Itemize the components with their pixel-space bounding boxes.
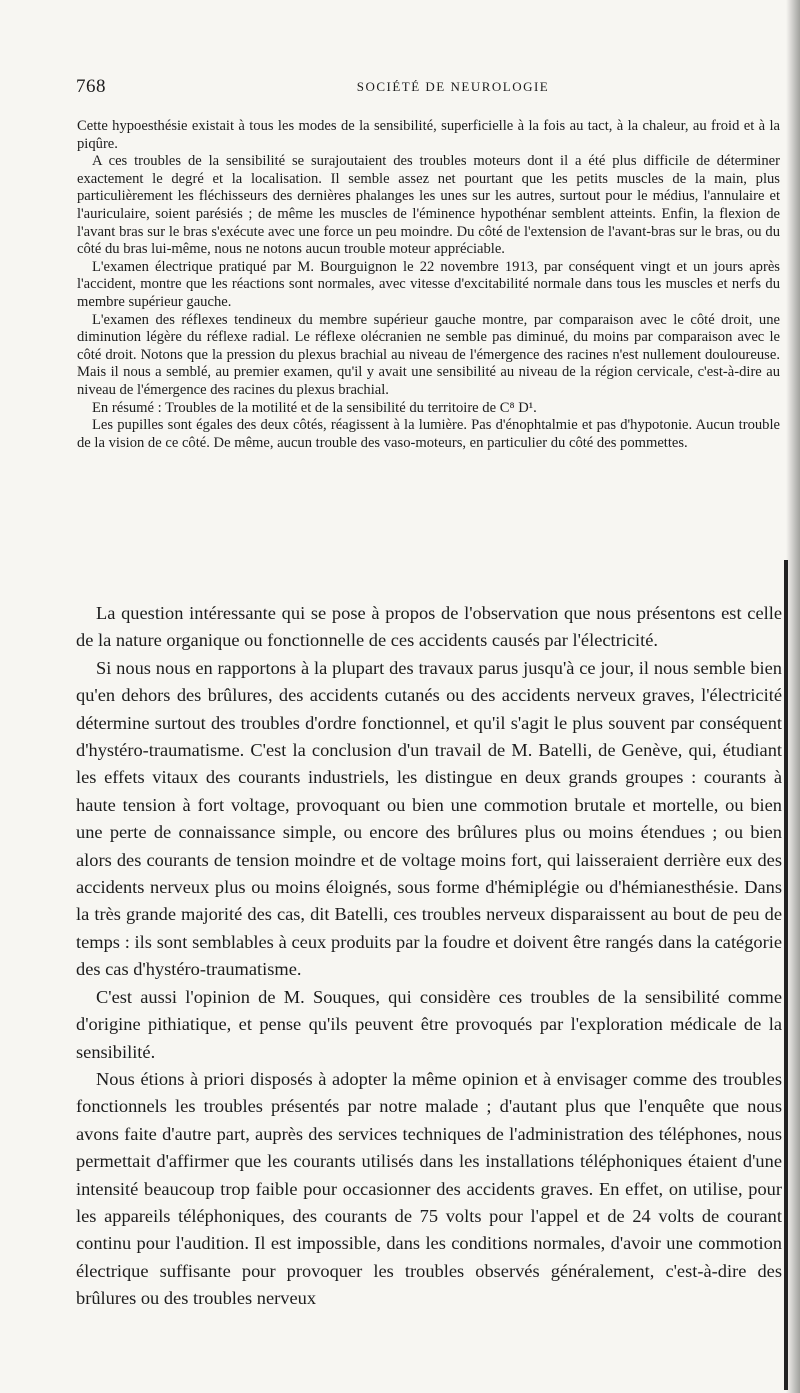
page-edge-shadow [786,0,800,1393]
paragraph: Nous étions à priori disposés à adopter la même opinion et à envisager comme des troubles fonctionnels les troubles présentés par notre malade ; d'autant plus que l'enquête que nous avons faite d'autre part, auprès des services techniques de l'administration des téléphones, nous permettait d'affirmer que les courants utilisés dans les installations téléphoniques étaient d'une intensité beaucoup trop faible pour occasionner des accidents graves. En effet, on utilise, pour les appareils téléphoniques, des courants de 75 volts pour l'appel et de 24 volts de courant continu pour l'audition. Il est impossible, dans les conditions normales, d'avoir une commotion électrique suffisante pour provoquer les troubles observés généralement, c'est-à-dire des brûlures ou des troubles nerveux [76,1068,782,1309]
binding-edge [784,560,788,1390]
paragraph: Cette hypoesthésie existait à tous les modes de la sensibilité, superficielle à la fois au tact, à la chaleur, au froid et à la piqûre. [77,118,780,152]
paragraph: C'est aussi l'opinion de M. Souques, qui considère ces troubles de la sensibilité comme d'origine pithiatique, et pense qu'ils peuvent être provoqués par l'exploration médicale de la sensibilité. [76,986,782,1062]
paragraph: L'examen électrique pratiqué par M. Bourguignon le 22 novembre 1913, par conséquent vingt et un jours après l'accident, montre que les réactions sont normales, avec vitesse d'excitabilité normale dans tous les muscles et nerfs du membre supérieur gauche. [77,258,780,310]
page-number: 768 [76,76,106,97]
paragraph: Les pupilles sont égales des deux côtés, réagissent à la lumière. Pas d'énophtalmie et pas d'hypotonie. Aucun trouble de la vision de ce côté. De même, aucun trouble des vaso-moteurs, en particulier du côté des pommettes. [77,417,780,451]
paragraph: La question intéressante qui se pose à propos de l'observation que nous présentons est celle de la nature organique ou fonctionnelle de ces accidents causés par l'électricité. [76,603,782,651]
discussion-text [76,600,782,1313]
paragraph: Si nous nous en rapportons à la plupart des travaux parus jusqu'à ce jour, il nous semble bien qu'en dehors des brûlures, des accidents cutanés ou des accidents nerveux graves, l'électricité détermine surtout des troubles d'ordre fonctionnel, et qu'il s'agit le plus souvent par conséquent d'hystéro-traumatisme. C'est la conclusion d'un travail de M. Batelli, de Genève, qui, étudiant les effets vitaux des courants industriels, les distingue en deux grands groupes : courants à haute tension à fort voltage, provoquant ou bien une commotion brutale et mortelle, ou bien une perte de connaissance simple, ou encore des brûlures plus ou moins étendues ; ou bien alors des courants de tension moindre et de voltage moins fort, qui laisseraient derrière eux des accidents nerveux plus ou moins éloignés, sous forme d'hémiplégie ou d'hémianesthésie. Dans la très grande majorité des cas, dit Batelli, ces troubles nerveux disparaissent au bout de peu de temps : ils sont semblables à ceux produits par la foudre et doivent être rangés dans la catégorie des cas d'hystéro-traumatisme. [76,657,782,980]
running-title: SOCIÉTÉ DE NEUROLOGIE [356,79,550,94]
paragraph: L'examen des réflexes tendineux du membre supérieur gauche montre, par comparaison avec le côté droit, une diminution légère du réflexe radial. Le réflexe olécranien ne semble pas diminué, du moins par comparaison avec le côté droit. Notons que la pression du plexus brachial au niveau de l'émergence des racines n'est nullement douloureuse. Mais il nous a semblé, au premier examen, qu'il y avait une sensibilité au niveau de la région cervicale, c'est-à-dire au niveau de l'émergence des racines du plexus brachial. [77,311,780,398]
case-observation-text [77,118,780,452]
paragraph: A ces troubles de la sensibilité se surajoutaient des troubles moteurs dont il a été plus difficile de déterminer exactement le degré et la localisation. Il semble assez net pourtant que les petits muscles de la main, plus particulièrement les fléchisseurs des dernières phalanges les unes sur les autres, surtout pour le médius, l'annulaire et l'auriculaire, soient parésiés ; de même les muscles de l'éminence hypothénar semblent atteints. Enfin, la flexion de l'avant bras sur le bras s'exécute avec une force un peu moindre. Du côté de l'extension de l'avant-bras sur le bras, ou du côté du bras lui-même, nous ne notons aucun trouble moteur appréciable. [77,153,780,258]
page-header [76,76,770,100]
paragraph: En résumé : Troubles de la motilité et de la sensibilité du territoire de C⁸ D¹. [92,399,537,416]
